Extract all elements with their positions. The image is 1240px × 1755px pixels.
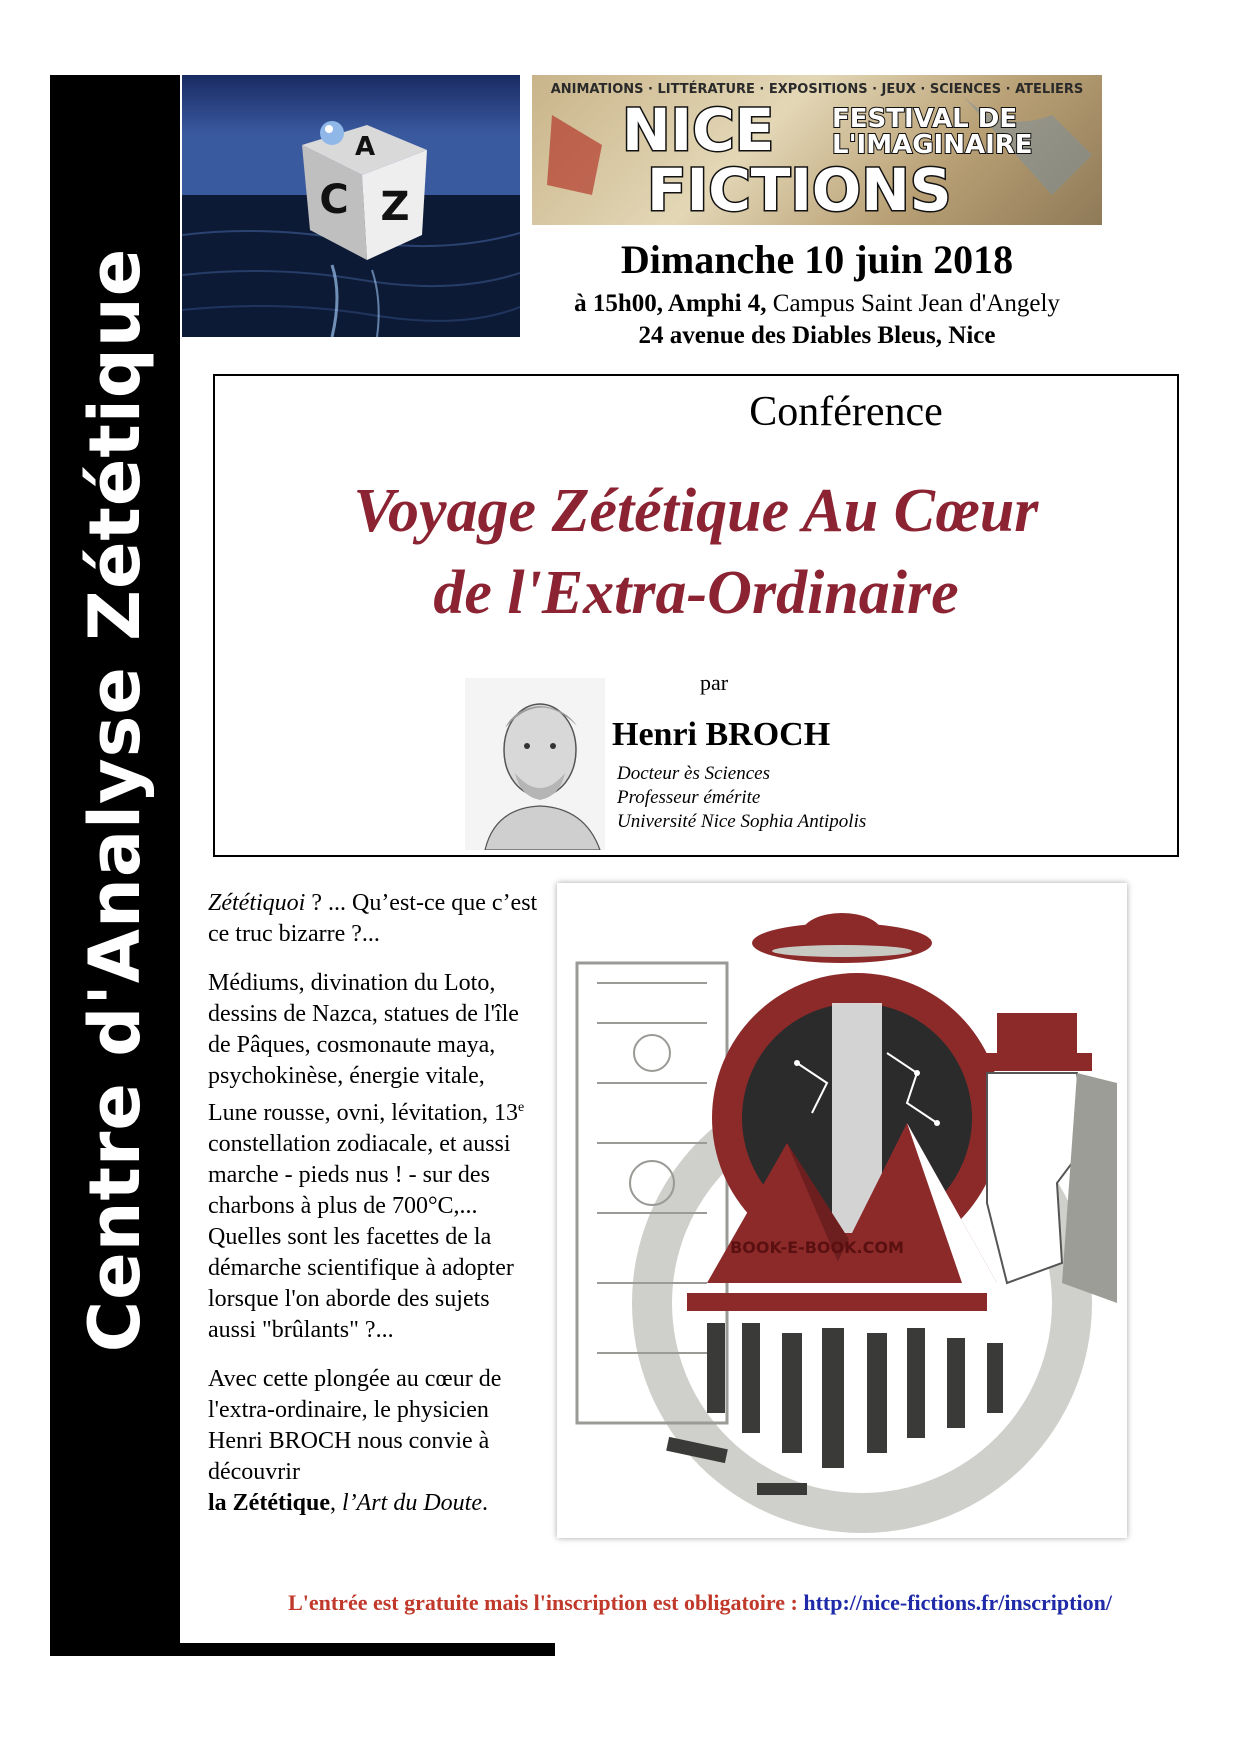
- closing-text: Avec cette plongée au cœur de l'extra-ordinaire, le physicien Henri BROCH nous convie à découvrir: [208, 1366, 502, 1485]
- sidebar-title: Centre d'Analyse Zététique: [74, 247, 156, 1353]
- speaker-title-position: Professeur émérite: [617, 787, 761, 808]
- closing-bold: la Zététique: [208, 1490, 330, 1516]
- registration-note: [200, 1590, 1200, 1616]
- intro-italic-word: Zététiquoi: [208, 890, 306, 916]
- event-time-room: à 15h00, Amphi 4,: [574, 290, 767, 317]
- speaker-title-university: Université Nice Sophia Antipolis: [617, 811, 867, 832]
- logo-letter-z: Z: [380, 184, 410, 230]
- speaker-name: Henri BROCH: [612, 716, 831, 753]
- conference-title: [213, 470, 1179, 634]
- logo-letter-c: C: [319, 177, 349, 223]
- festival-subtitle-line1: FESTIVAL DE: [832, 104, 1018, 134]
- speaker-title-degree: Docteur ès Sciences: [617, 763, 770, 784]
- topics-sup: e: [517, 1100, 525, 1115]
- illustration-panel: [557, 883, 1127, 1538]
- festival-banner: [532, 75, 1102, 225]
- registration-text: L'entrée est gratuite mais l'inscription est obligatoire :: [288, 1590, 804, 1615]
- closing-italic: l’Art du Doute: [341, 1490, 482, 1516]
- closing-comma: ,: [329, 1490, 342, 1516]
- question-text: Quelles sont les facettes de la démarche scientifique à adopter lorsque l'on aborde des sujets aussi "brûlants" ?...: [208, 1224, 514, 1343]
- event-campus: Campus Saint Jean d'Angely: [772, 290, 1060, 317]
- conference-label: Conférence: [749, 389, 943, 435]
- festival-name-line2: FICTIONS: [647, 156, 952, 224]
- body-intro: [208, 888, 538, 1519]
- acz-logo: [182, 75, 520, 337]
- festival-subtitle-line2: L'IMAGINAIRE: [832, 130, 1033, 160]
- bottom-rule: [50, 1643, 555, 1656]
- speaker-portrait: [465, 678, 605, 850]
- acz-cube-graphic: [182, 75, 520, 337]
- festival-tagline: ANIMATIONS · LITTÉRATURE · EXPOSITIONS · JEUX · SCIENCES · ATELIERS: [550, 82, 1084, 97]
- event-date: Dimanche 10 juin 2018: [620, 237, 1014, 282]
- conference-title-line1: Voyage Zététique Au Cœur: [353, 477, 1039, 545]
- paranormal-illustration: [557, 883, 1127, 1538]
- speaker-sketch: [465, 678, 605, 850]
- illustration-watermark: BOOK-E-BOOK.COM: [730, 1238, 904, 1257]
- logo-letter-a: A: [354, 132, 376, 162]
- topics-text-rest: constellation zodiacale, et aussi marche - pieds nus ! - sur des charbons à plus de 700°C,...: [208, 1131, 511, 1219]
- event-time-place: [532, 290, 1102, 318]
- festival-logo-graphic: [532, 75, 1102, 225]
- conference-title-line2: de l'Extra-Ordinaire: [433, 559, 959, 627]
- registration-link[interactable]: http://nice-fictions.fr/inscription/: [803, 1590, 1112, 1615]
- festival-name-line1: NICE: [622, 96, 775, 164]
- topics-text: Médiums, divination du Loto, dessins de Nazca, statues de l'île de Pâques, cosmonaute maya, psychokinèse, énergie vitale, Lune rousse, ovni, lévitation, 13: [208, 970, 519, 1126]
- closing-end: .: [481, 1490, 488, 1516]
- by-label: par: [700, 670, 729, 695]
- event-address: 24 avenue des Diables Bleus, Nice: [638, 322, 996, 349]
- intro-rest: ? ... Qu’est-ce que c’est ce truc bizarre ?...: [208, 890, 538, 947]
